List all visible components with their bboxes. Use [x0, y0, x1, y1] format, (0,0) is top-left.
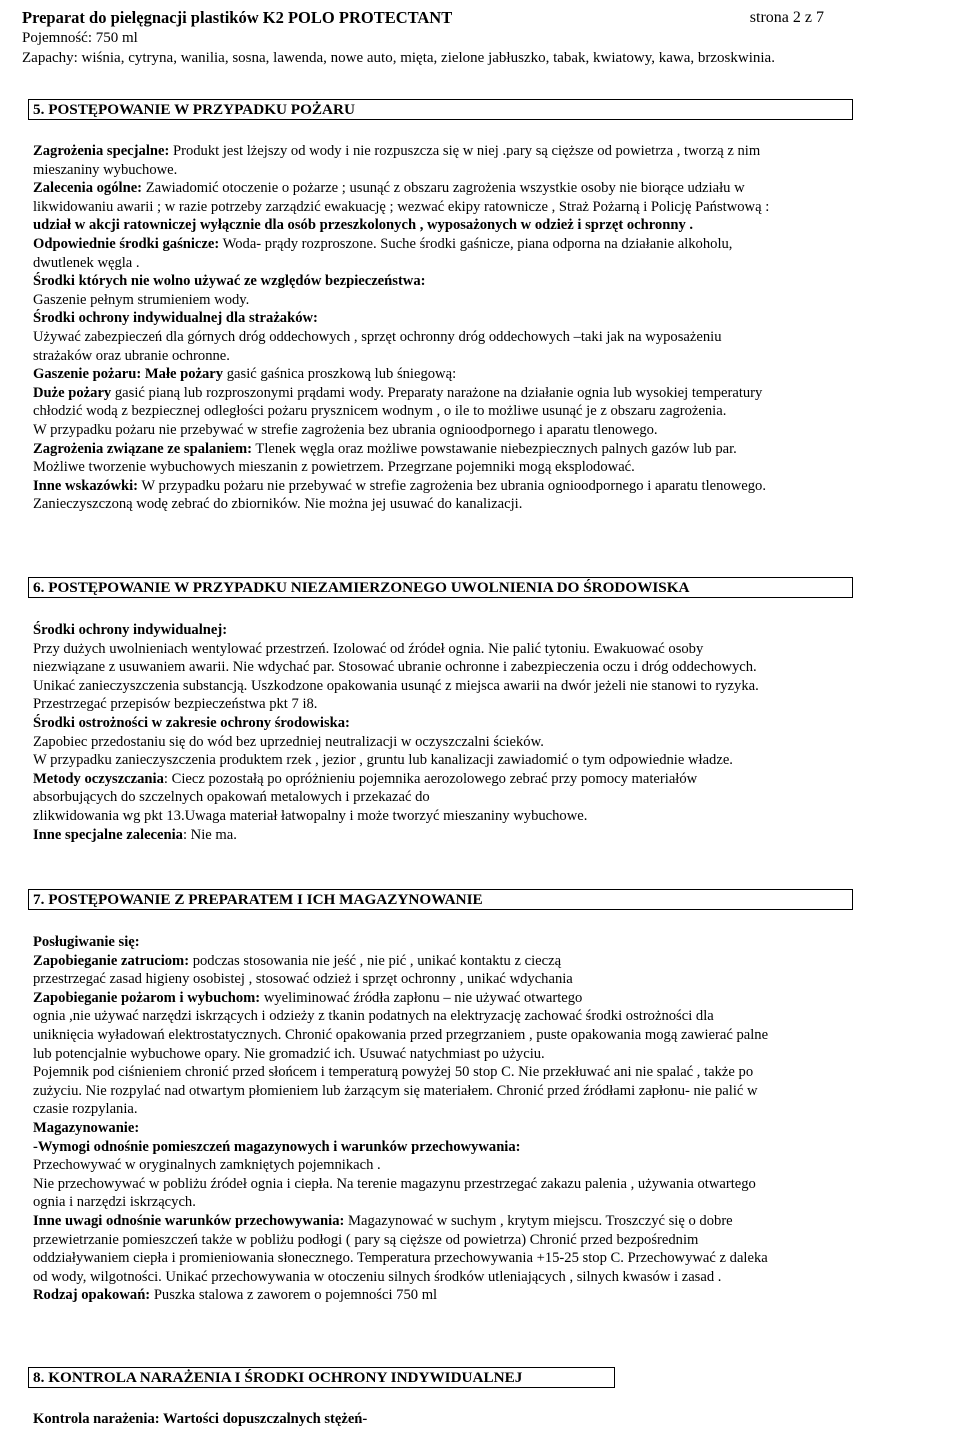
section-6-body	[33, 621, 948, 844]
text-line: Unikać zanieczyszczenia substancją. Uszkodzone opakowania usunąć z miejsca awarii na dwór jeżeli nie stanowi to ryzyka.	[33, 677, 759, 694]
text-line: oddziaływaniem ciepła i promieniowania słonecznego. Temperatura przechowywania +15-25 stop C. Przechowywać z daleka	[33, 1250, 768, 1267]
product-title: Preparat do pielęgnacji plastików K2 POLO PROTECTANT	[22, 8, 453, 27]
text-line: Środki ochrony indywidualnej dla strażaków:	[33, 310, 318, 327]
section-7-heading: 7. POSTĘPOWANIE Z PREPARATEM I ICH MAGAZYNOWANIE	[28, 889, 853, 910]
text-line: Zapobieganie pożarom i wybuchom: wyeliminować źródła zapłonu – nie używać otwartego	[33, 989, 583, 1006]
text-line: Gaszenie pożaru: Małe pożary gasić gaśnica proszkową lub śniegową:	[33, 366, 457, 383]
text-line: zlikwidowania wg pkt 13.Uwaga materiał łatwopalny i może tworzyć mieszaniny wybuchowe.	[33, 807, 588, 824]
text-line: Odpowiednie środki gaśnicze: Woda- prądy rozproszone. Suche środki gaśnicze, piana odporna na działanie alkoholu,	[33, 235, 733, 252]
section-8-heading: 8. KONTROLA NARAŻENIA I ŚRODKI OCHRONY INDYWIDUALNEJ	[28, 1367, 615, 1388]
page-number: strona 2 z 7	[749, 9, 824, 26]
text-line: Środki których nie wolno używać ze względów bezpieczeństwa:	[33, 273, 426, 290]
text-line: uniknięcia wyładowań elektrostatycznych. Chronić opakowania przed przegrzaniem , puste opakowania mogą zawierać palne	[33, 1026, 769, 1043]
text-line: Przestrzegać przepisów bezpieczeństwa pkt 7 i8.	[33, 696, 318, 713]
text-line: Duże pożary gasić pianą lub rozproszonymi prądami wody. Preparaty narażone na działanie ognia lub wysokiej temperatury	[33, 384, 763, 401]
text-line: Inne wskazówki: W przypadku pożaru nie przebywać w strefie zagrożenia bez ubrania ognioodpornego i aparatu tlenowego.	[33, 477, 766, 494]
text-line: chłodzić wodą z bezpiecznej odległości pożaru prysznicem wodnym , o ile to możliwe usunąć je z obszaru zagrożenia.	[33, 403, 727, 420]
text-line: Możliwe tworzenie wybuchowych mieszanin z powietrzem. Przegrzane pojemniki mogą eksplodować.	[33, 459, 635, 476]
section-5-body	[33, 142, 948, 514]
text-line: strażaków oraz ubranie ochronne.	[33, 347, 230, 364]
text-line: ognia ,nie używać narzędzi iskrzących i odzieży z tkanin podatnych na elektryzację zachować środki ostrożności dla	[33, 1008, 714, 1025]
scents-line: Zapachy: wiśnia, cytryna, wanilia, sosna, lawenda, nowe auto, mięta, zielone jabłuszko, tabak, kwiatowy, kawa, brzoskwinia.	[22, 50, 775, 66]
section-6-heading: 6. POSTĘPOWANIE W PRZYPADKU NIEZAMIERZONEGO UWOLNIENIA DO ŚRODOWISKA	[28, 577, 853, 598]
text-line: W przypadku zanieczyszczenia produktem rzek , jezior , gruntu lub kanalizacji zawiadomić o tym odpowiednie władze.	[33, 752, 733, 769]
text-line: Gaszenie pełnym strumieniem wody.	[33, 291, 250, 308]
text-line: od wody, wilgotności. Unikać przechowywania w otoczeniu silnych środków utleniających , silnych kwasów i zasad .	[33, 1268, 722, 1285]
text-line: przestrzegać zasad higieny osobistej , stosować odzież i sprzęt ochronny , unikać wdychania	[33, 971, 573, 988]
text-line: Rodzaj opakowań: Puszka stalowa z zaworem o pojemności 750 ml	[33, 1287, 438, 1304]
section-8-body	[33, 1410, 948, 1429]
text-line: W przypadku pożaru nie przebywać w strefie zagrożenia bez ubrania ognioodpornego i aparatu tlenowego.	[33, 421, 658, 438]
text-line: zużyciu. Nie rozpylać nad otwartym płomieniem lub żarzącym się materiałem. Chronić przed źródłami zapłonu- nie palić w	[33, 1082, 758, 1099]
section-5-heading: 5. POSTĘPOWANIE W PRZYPADKU POŻARU	[28, 99, 853, 120]
text-line: Środki ochrony indywidualnej:	[33, 622, 228, 638]
text-line: udział w akcji ratowniczej wyłącznie dla osób przeszkolonych , wyposażonych w odzież i sprzęt ochronny .	[33, 217, 694, 234]
text-line: Inne specjalne zalecenia: Nie ma.	[33, 826, 237, 843]
text-line: Zapobiec przedostaniu się do wód bez uprzedniej neutralizacji w oczyszczalni ścieków.	[33, 733, 544, 750]
text-line: absorbujących do szczelnych opakowań metalowych i przekazać do	[33, 789, 430, 806]
text-line: czasie rozpylania.	[33, 1101, 138, 1118]
text-line: ognia i narzędzi iskrzących.	[33, 1194, 196, 1211]
text-line: niezwiązane z usuwaniem awarii. Nie wdychać par. Stosować ubranie ochronne i zabezpieczenia oczu i dróg oddechowych.	[33, 659, 757, 676]
text-line: dwutlenek węgla .	[33, 254, 140, 271]
text-line: Nie przechowywać w pobliżu źródeł ognia i ciepła. Na terenie magazynu przestrzegać zakazu palenia , używania otwartego	[33, 1175, 756, 1192]
text-line: mieszaniny wybuchowe.	[33, 161, 178, 178]
text-line: likwidowaniu awarii ; w razie potrzeby zarządzić ewakuację ; wezwać ekipy ratownicze , Straż Pożarną i Policję Państwową :	[33, 198, 770, 215]
text-line: lub potencjalnie wybuchowe opary. Nie gromadzić ich. Usuwać natychmiast po użyciu.	[33, 1045, 545, 1062]
text-line: Metody oczyszczania: Ciecz pozostałą po opróżnieniu pojemnika aerozolowego zebrać przy pomocy materiałów	[33, 770, 698, 787]
section-7-body	[33, 933, 948, 1305]
text-line: Środki ostrożności w zakresie ochrony środowiska:	[33, 714, 350, 731]
text-line: Zagrożenia związane ze spalaniem: Tlenek węgla oraz możliwe powstawanie niebezpiecznych palnych gazów lub par.	[33, 440, 737, 457]
text-line: Magazynowanie:	[33, 1119, 140, 1136]
capacity-line: Pojemność: 750 ml	[22, 30, 138, 46]
text-line: Zanieczyszczoną wodę zebrać do zbiorników. Nie można jej usuwać do kanalizacji.	[33, 496, 523, 513]
text-line: przewietrzanie pomieszczeń także w pobliżu podłogi ( pary są cięższe od powietrza) Chronić przed bezpośrednim	[33, 1231, 699, 1248]
text-line: Przechowywać w oryginalnych zamkniętych pojemnikach .	[33, 1157, 381, 1174]
text-line: Posługiwanie się:	[33, 934, 140, 950]
text-line: Inne uwagi odnośnie warunków przechowywania: Magazynować w suchym , krytym miejscu. Troszczyć się o dobre	[33, 1212, 733, 1229]
text-line: Zalecenia ogólne: Zawiadomić otoczenie o pożarze ; usunąć z obszaru zagrożenia wszystkie osoby nie biorące udziału w	[33, 180, 745, 197]
text-line: Zapobieganie zatruciom: podczas stosowania nie jeść , nie pić , unikać kontaktu z cieczą	[33, 952, 562, 969]
text-line: Pojemnik pod ciśnieniem chronić przed słońcem i temperaturą powyżej 50 stop C. Nie przekłuwać ani nie spalać , także po	[33, 1064, 754, 1081]
text-line: Przy dużych uwolnieniach wentylować przestrzeń. Izolować od źródeł ognia. Nie palić tytoniu. Ewakuować osoby	[33, 640, 704, 657]
document-header	[22, 8, 952, 68]
text-line: Zagrożenia specjalne: Produkt jest lżejszy od wody i nie rozpuszcza się w niej .pary są cięższe od powietrza , tworzą z nim	[33, 143, 761, 159]
text-line: -Wymogi odnośnie pomieszczeń magazynowych i warunków przechowywania:	[33, 1138, 521, 1155]
text-line: Używać zabezpieczeń dla górnych dróg oddechowych , sprzęt ochronny dróg oddechowych –taki jak na wyposażeniu	[33, 328, 722, 345]
text-line: Kontrola narażenia: Wartości dopuszczalnych stężeń-	[33, 1411, 368, 1427]
